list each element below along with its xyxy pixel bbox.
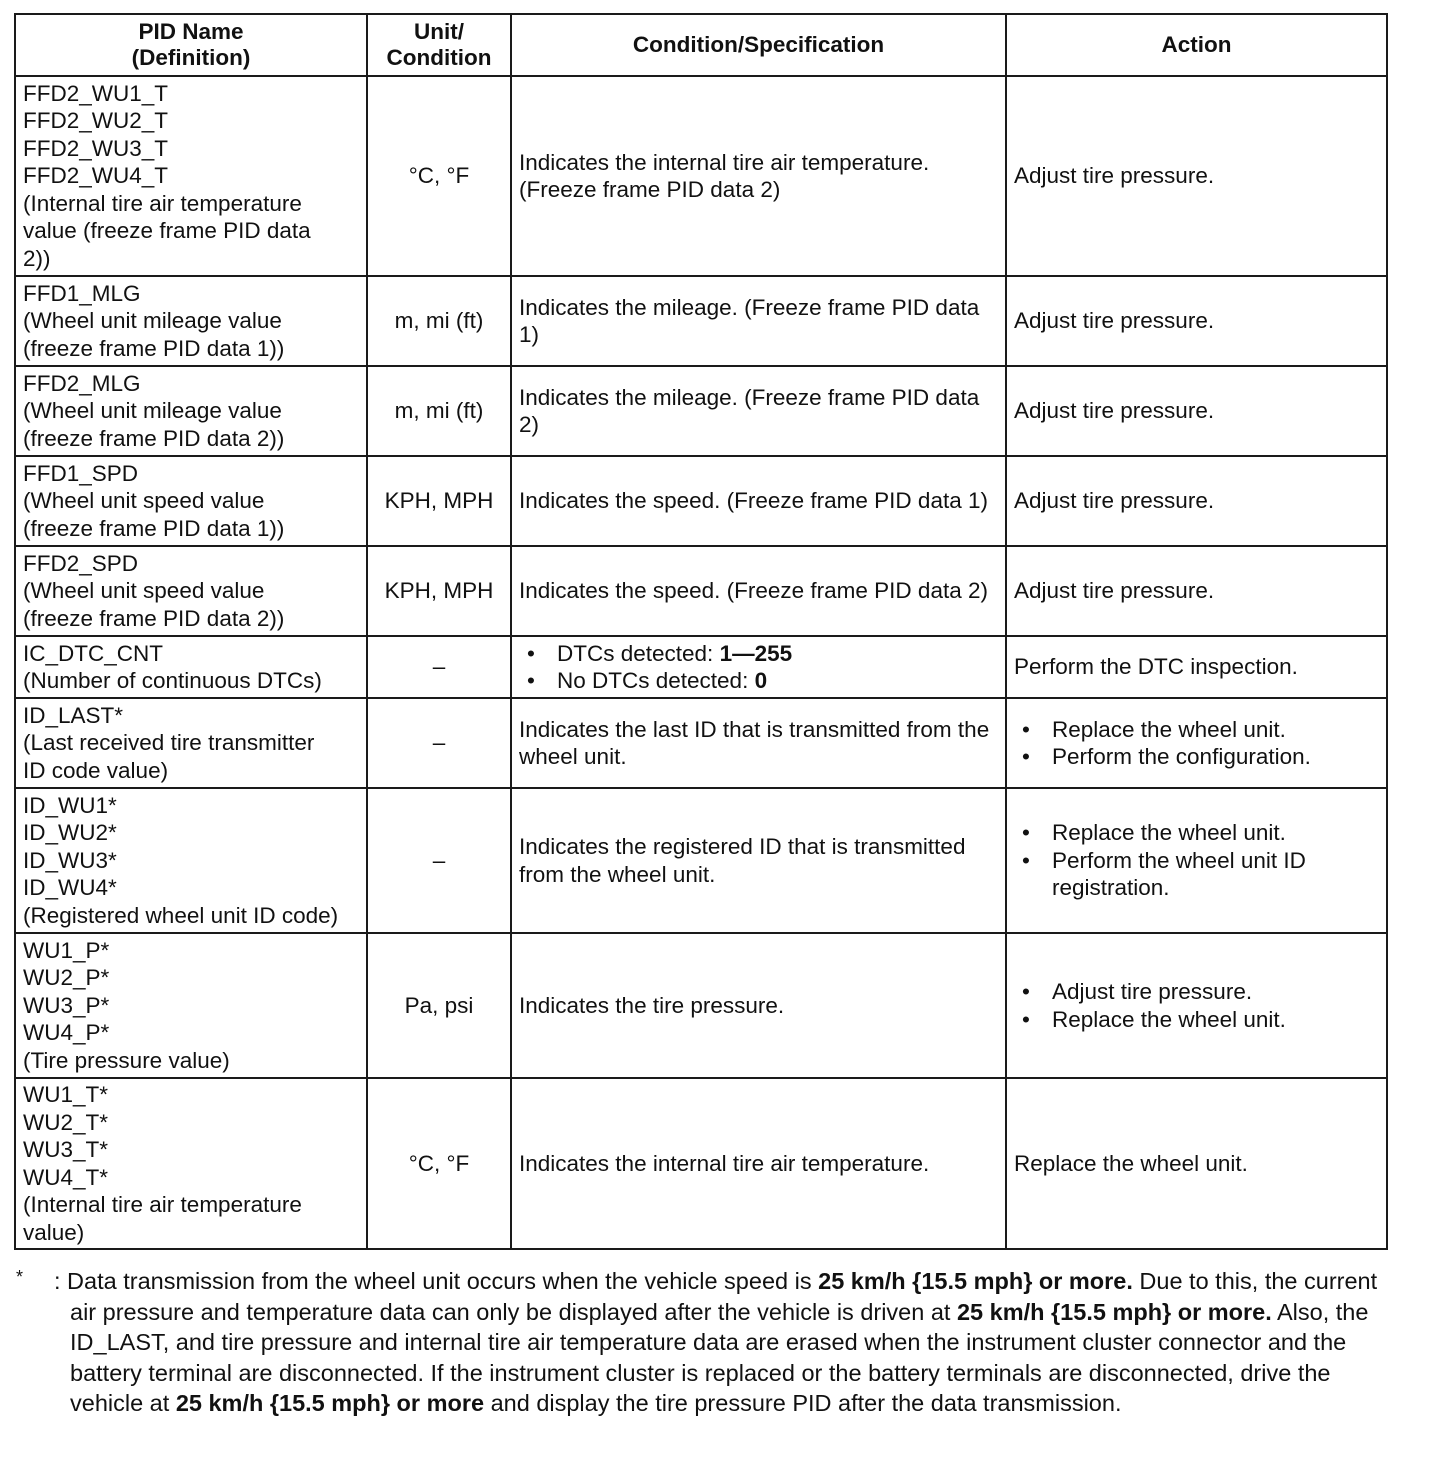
pid-name-cell xyxy=(15,546,367,636)
pid-name-line: ID_WU3* xyxy=(23,847,117,873)
pid-name-cell xyxy=(15,636,367,698)
action-bullet-item: • Replace the wheel unit. xyxy=(1014,1006,1379,1034)
action-bullet-item: • Adjust tire pressure. xyxy=(1014,978,1379,1006)
spec-bullet-text: DTCs detected: xyxy=(557,640,720,666)
pid-name-line: WU4_P* xyxy=(23,1020,110,1046)
pid-name-line: FFD2_WU3_T xyxy=(23,135,169,161)
spec-cell xyxy=(511,456,1006,546)
spec-cell xyxy=(511,788,1006,933)
spec-cell xyxy=(511,636,1006,698)
spec-text: Indicates the mileage. (Freeze frame PID data 2) xyxy=(519,384,980,437)
pid-name-line: FFD2_WU1_T xyxy=(23,80,169,106)
pid-name-cell xyxy=(15,933,367,1078)
header-row xyxy=(15,14,1387,76)
spec-text: Indicates the registered ID that is transmitted from the wheel unit. xyxy=(519,834,966,887)
pid-name-line: FFD2_WU4_T xyxy=(23,163,169,189)
pid-name-line: value) xyxy=(23,1219,85,1245)
action-text: Adjust tire pressure. xyxy=(1014,308,1215,334)
table-row xyxy=(15,546,1387,636)
table-row xyxy=(15,1078,1387,1249)
pid-name-line: (Wheel unit speed value xyxy=(23,488,265,514)
spec-bullet-item xyxy=(519,640,998,668)
pid-name-line: FFD2_SPD xyxy=(23,550,139,576)
unit-cell: – xyxy=(367,788,511,933)
header-pid-name xyxy=(15,14,367,76)
unit-cell: °C, °F xyxy=(367,1078,511,1249)
header-pid-name-line: PID Name xyxy=(138,19,244,44)
pid-name-line: ID code value) xyxy=(23,757,169,783)
header-unit-line: Condition xyxy=(386,45,492,70)
pid-name-line: (Number of continuous DTCs) xyxy=(23,668,322,693)
pid-name-cell xyxy=(15,698,367,788)
table-header xyxy=(15,14,1387,76)
spec-text: Indicates the speed. (Freeze frame PID data 2) xyxy=(519,578,988,604)
spec-text: Indicates the internal tire air temperature. xyxy=(519,1150,930,1176)
spec-cell xyxy=(511,366,1006,456)
footnote-text xyxy=(54,1266,1386,1419)
footnote-segment: : Data transmission from the wheel unit occurs when the vehicle speed is xyxy=(54,1268,819,1294)
pid-name-line: FFD1_MLG xyxy=(23,280,141,306)
footnote-emphasis: 25 km/h {15.5 mph} or more. xyxy=(818,1268,1133,1294)
pid-name-line: (Tire pressure value) xyxy=(23,1047,230,1073)
unit-cell: KPH, MPH xyxy=(367,456,511,546)
table-row xyxy=(15,698,1387,788)
action-bullet-item: • Perform the configuration. xyxy=(1014,743,1379,771)
pid-name-cell xyxy=(15,276,367,366)
action-cell xyxy=(1006,1078,1387,1249)
header-action: Action xyxy=(1006,14,1387,76)
action-bullet-list xyxy=(1014,716,1379,771)
pid-name-line: ID_WU2* xyxy=(23,820,117,846)
spec-cell xyxy=(511,933,1006,1078)
spec-bullet-item xyxy=(519,667,998,695)
pid-name-line: FFD1_SPD xyxy=(23,460,139,486)
header-pid-name-line: (Definition) xyxy=(131,45,251,70)
table-row xyxy=(15,76,1387,276)
pid-name-line: WU3_P* xyxy=(23,992,110,1018)
footnote-marker: * xyxy=(16,1267,24,1287)
action-bullet-item: • Perform the wheel unit ID registration. xyxy=(1014,847,1379,902)
spec-text: Indicates the internal tire air temperature. (Freeze frame PID data 2) xyxy=(519,149,930,202)
pid-name-line: (Last received tire transmitter xyxy=(23,730,315,756)
table-body xyxy=(15,76,1387,1249)
pid-name-line: (Registered wheel unit ID code) xyxy=(23,902,339,928)
spec-cell xyxy=(511,546,1006,636)
unit-cell: – xyxy=(367,698,511,788)
table-row xyxy=(15,276,1387,366)
pid-name-line: FFD2_WU2_T xyxy=(23,108,169,134)
action-cell xyxy=(1006,546,1387,636)
action-bullet-item: • Replace the wheel unit. xyxy=(1014,819,1379,847)
table-row xyxy=(15,933,1387,1078)
pid-name-line: 2)) xyxy=(23,245,51,271)
footnote-segment: Due to this, the current air pressure and temperature data can only be displayed after the vehicle is driven at xyxy=(70,1268,1378,1325)
unit-cell: KPH, MPH xyxy=(367,546,511,636)
unit-cell: m, mi (ft) xyxy=(367,366,511,456)
pid-name-cell xyxy=(15,76,367,276)
action-text: Perform the DTC inspection. xyxy=(1014,654,1298,680)
pid-name-line: (Wheel unit mileage value xyxy=(23,308,282,334)
table-row xyxy=(15,788,1387,933)
spec-cell xyxy=(511,1078,1006,1249)
table-row xyxy=(15,456,1387,546)
pid-name-line: WU1_T* xyxy=(23,1082,109,1107)
pid-name-line: FFD2_MLG xyxy=(23,370,141,396)
pid-name-line: (Wheel unit speed value xyxy=(23,578,265,604)
spec-cell xyxy=(511,698,1006,788)
pid-name-line: (freeze frame PID data 2)) xyxy=(23,605,285,631)
pid-name-line: (freeze frame PID data 1)) xyxy=(23,515,285,541)
action-cell xyxy=(1006,933,1387,1078)
footnote-segment: Also, the ID_LAST, and tire pressure and internal tire air temperature data are erased when the instrument cluster connector and the battery terminal are disconnected. If the instrument cluster is replaced or the battery terminals are disconnected, drive the vehicle at xyxy=(70,1298,1369,1416)
action-bullet-item: • Replace the wheel unit. xyxy=(1014,716,1379,744)
action-cell xyxy=(1006,276,1387,366)
unit-cell: m, mi (ft) xyxy=(367,276,511,366)
pid-name-cell xyxy=(15,456,367,546)
spec-cell xyxy=(511,76,1006,276)
table-row xyxy=(15,366,1387,456)
footnote-emphasis: 25 km/h {15.5 mph} or more. xyxy=(956,1298,1272,1325)
pid-name-cell xyxy=(15,366,367,456)
pid-name-line: WU4_T* xyxy=(23,1164,109,1190)
spec-text: Indicates the last ID that is transmitted from the wheel unit. xyxy=(519,716,990,769)
action-cell xyxy=(1006,366,1387,456)
pid-name-line: (freeze frame PID data 2)) xyxy=(23,425,285,451)
footnote xyxy=(14,1266,1386,1419)
action-text: Adjust tire pressure. xyxy=(1014,398,1215,424)
header-unit xyxy=(367,14,511,76)
pid-name-line: ID_WU4* xyxy=(23,875,117,901)
action-text: Replace the wheel unit. xyxy=(1014,1150,1248,1176)
unit-cell: Pa, psi xyxy=(367,933,511,1078)
spec-bullet-text: No DTCs detected: xyxy=(557,668,755,693)
pid-name-line: ID_LAST* xyxy=(23,702,124,728)
action-cell xyxy=(1006,698,1387,788)
pid-name-line: (Wheel unit mileage value xyxy=(23,398,282,424)
header-spec: Condition/Specification xyxy=(511,14,1006,76)
pid-name-line: WU1_P* xyxy=(23,937,110,963)
action-bullet-list xyxy=(1014,819,1379,902)
pid-name-line: value (freeze frame PID data xyxy=(23,218,311,244)
action-cell xyxy=(1006,76,1387,276)
pid-name-line: ID_WU1* xyxy=(23,792,117,818)
action-cell xyxy=(1006,636,1387,698)
unit-cell: °C, °F xyxy=(367,76,511,276)
footnote-segment: and display the tire pressure PID after the data transmission. xyxy=(484,1390,1122,1416)
pid-name-line: WU3_T* xyxy=(23,1137,109,1162)
pid-name-line: (Internal tire air temperature xyxy=(23,1192,302,1217)
table-row xyxy=(15,636,1387,698)
spec-bullet-value: 0 xyxy=(754,668,768,693)
header-unit-line: Unit/ xyxy=(414,19,464,44)
pid-name-line: WU2_T* xyxy=(23,1109,109,1135)
spec-text: Indicates the speed. (Freeze frame PID data 1) xyxy=(519,488,988,514)
unit-cell: – xyxy=(367,636,511,698)
spec-text: Indicates the tire pressure. xyxy=(519,992,785,1018)
spec-bullet-list xyxy=(519,640,998,695)
action-bullet-list xyxy=(1014,978,1379,1033)
action-cell xyxy=(1006,788,1387,933)
pid-name-cell xyxy=(15,1078,367,1249)
action-text: Adjust tire pressure. xyxy=(1014,578,1215,604)
pid-name-line: WU2_P* xyxy=(23,965,110,991)
spec-bullet-value: 1—255 xyxy=(719,640,793,666)
spec-text: Indicates the mileage. (Freeze frame PID data 1) xyxy=(519,294,980,347)
pid-table xyxy=(14,13,1388,1250)
pid-name-line: (freeze frame PID data 1)) xyxy=(23,335,285,361)
spec-cell xyxy=(511,276,1006,366)
action-text: Adjust tire pressure. xyxy=(1014,163,1215,189)
pid-name-line: IC_DTC_CNT xyxy=(23,640,164,666)
action-cell xyxy=(1006,456,1387,546)
action-text: Adjust tire pressure. xyxy=(1014,488,1215,514)
pid-name-cell xyxy=(15,788,367,933)
pid-name-line: (Internal tire air temperature xyxy=(23,190,302,216)
footnote-emphasis: 25 km/h {15.5 mph} or more xyxy=(175,1390,485,1416)
